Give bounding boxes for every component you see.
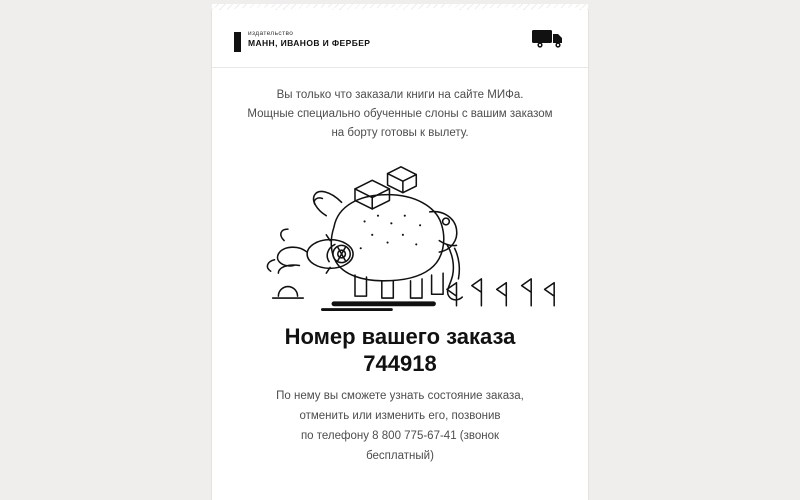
- intro-line-3: на борту готовы к вылету.: [331, 126, 469, 139]
- note-line-1: По нему вы сможете узнать состояние заказа,: [276, 389, 524, 402]
- brand-logo[interactable]: [234, 30, 370, 52]
- receipt-body: [212, 68, 588, 482]
- note-line-2: отменить или изменить его, позвонив: [299, 409, 501, 422]
- intro-line-1: Вы только что заказали книги на сайте МИФа.: [276, 89, 524, 101]
- brand-name: МАНН, ИВАНОВ И ФЕРБЕР: [248, 37, 371, 48]
- receipt-card: [212, 10, 588, 500]
- order-title: Номер вашего заказа: [284, 323, 516, 349]
- note-line-3: по телефону 8 800 775-67-41 (звонок: [300, 430, 500, 443]
- brand-text: [248, 30, 370, 49]
- order-note: [242, 386, 558, 477]
- brand-subtitle: издательство: [248, 29, 294, 37]
- receipt-header: [212, 10, 588, 68]
- note-line-4: бесплатный): [366, 450, 434, 463]
- perforated-edge: [212, 4, 588, 11]
- intro-line-2: Мощные специально обученные слоны с вашим заказом: [247, 107, 553, 120]
- intro-text: [242, 86, 558, 143]
- brand-mark-icon: [234, 32, 241, 52]
- order-number: 744918: [363, 351, 437, 377]
- delivery-truck-icon: [532, 28, 566, 53]
- flying-elephant-illustration: [242, 149, 558, 314]
